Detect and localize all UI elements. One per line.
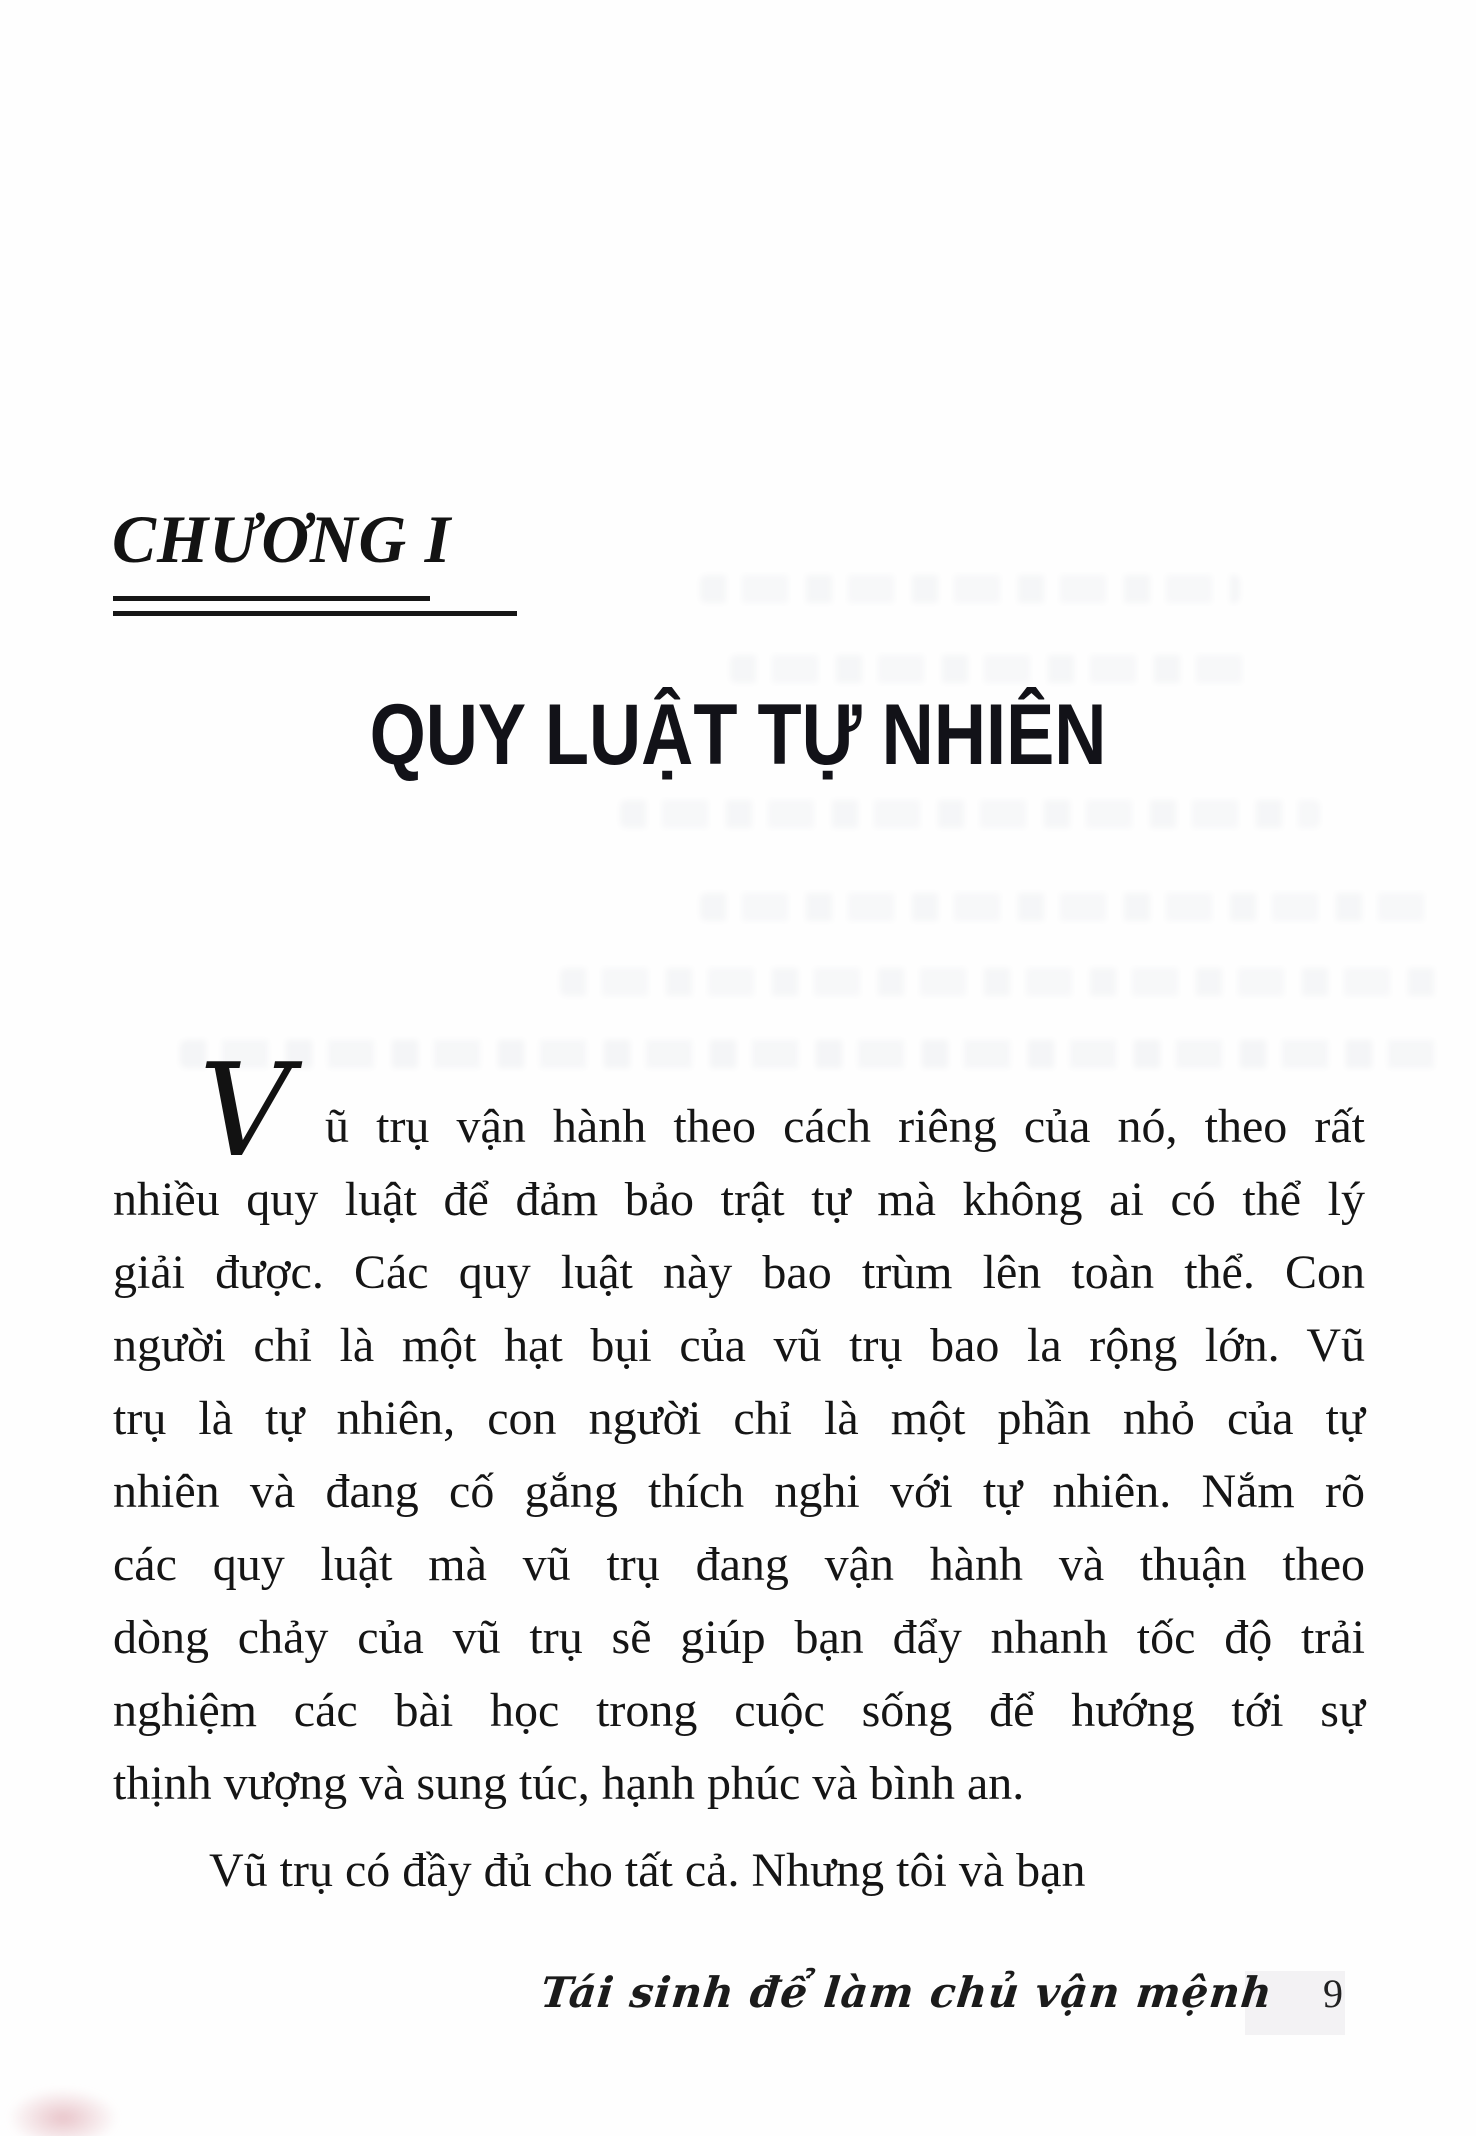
paragraph-first-line [113, 1037, 1365, 1186]
chapter-heading: CHƯƠNG I [112, 501, 452, 577]
page-footer [538, 1968, 1343, 2017]
bleed-through-line [700, 575, 1240, 603]
bleed-through-line [700, 893, 1440, 921]
bleed-through-line [560, 968, 1440, 996]
first-line-text: ũ trụ vận hành theo cách riêng của nó, theo rất [325, 1100, 1365, 1153]
running-title: Tái sinh để làm chủ vận mệnh [538, 1968, 1276, 2017]
scan-smudge [8, 2088, 118, 2136]
body-text-line: nghiệm các bài học trong cuộc sống để hướng tới sự [113, 1684, 1365, 1737]
bleed-through-line [180, 1040, 1440, 1068]
body-text [113, 1037, 1365, 1907]
body-text-line: trụ là tự nhiên, con người chỉ là một phần nhỏ của tự [113, 1392, 1365, 1445]
paragraph-2: Vũ trụ có đầy đủ cho tất cả. Nhưng tôi và bạn [209, 1844, 1086, 1897]
body-text-line: nhiên và đang cố gắng thích nghi với tự nhiên. Nắm rõ [113, 1465, 1365, 1518]
body-text-line: thịnh vượng và sung túc, hạnh phúc và bình an. [113, 1757, 1025, 1810]
chapter-underline-top [113, 596, 430, 601]
bleed-through-line [730, 655, 1250, 683]
page-number: 9 [1323, 1971, 1343, 2016]
body-text-line: dòng chảy của vũ trụ sẽ giúp bạn đẩy nhanh tốc độ trải [113, 1611, 1365, 1664]
paragraph-1-lines [113, 1163, 1365, 1820]
body-text-line: nhiều quy luật để đảm bảo trật tự mà không ai có thể lý [113, 1173, 1365, 1226]
drop-cap-initial: V [199, 1037, 292, 1186]
body-text-line: các quy luật mà vũ trụ đang vận hành và thuận theo [113, 1538, 1365, 1591]
body-text-line: giải được. Các quy luật này bao trùm lên toàn thể. Con [113, 1246, 1365, 1299]
chapter-underline-bottom [113, 611, 517, 616]
bleed-through-line [620, 800, 1320, 828]
chapter-title: QUY LUẬT TỰ NHIÊN [369, 687, 1107, 783]
body-text-line: người chỉ là một hạt bụi của vũ trụ bao la rộng lớn. Vũ [113, 1319, 1365, 1372]
